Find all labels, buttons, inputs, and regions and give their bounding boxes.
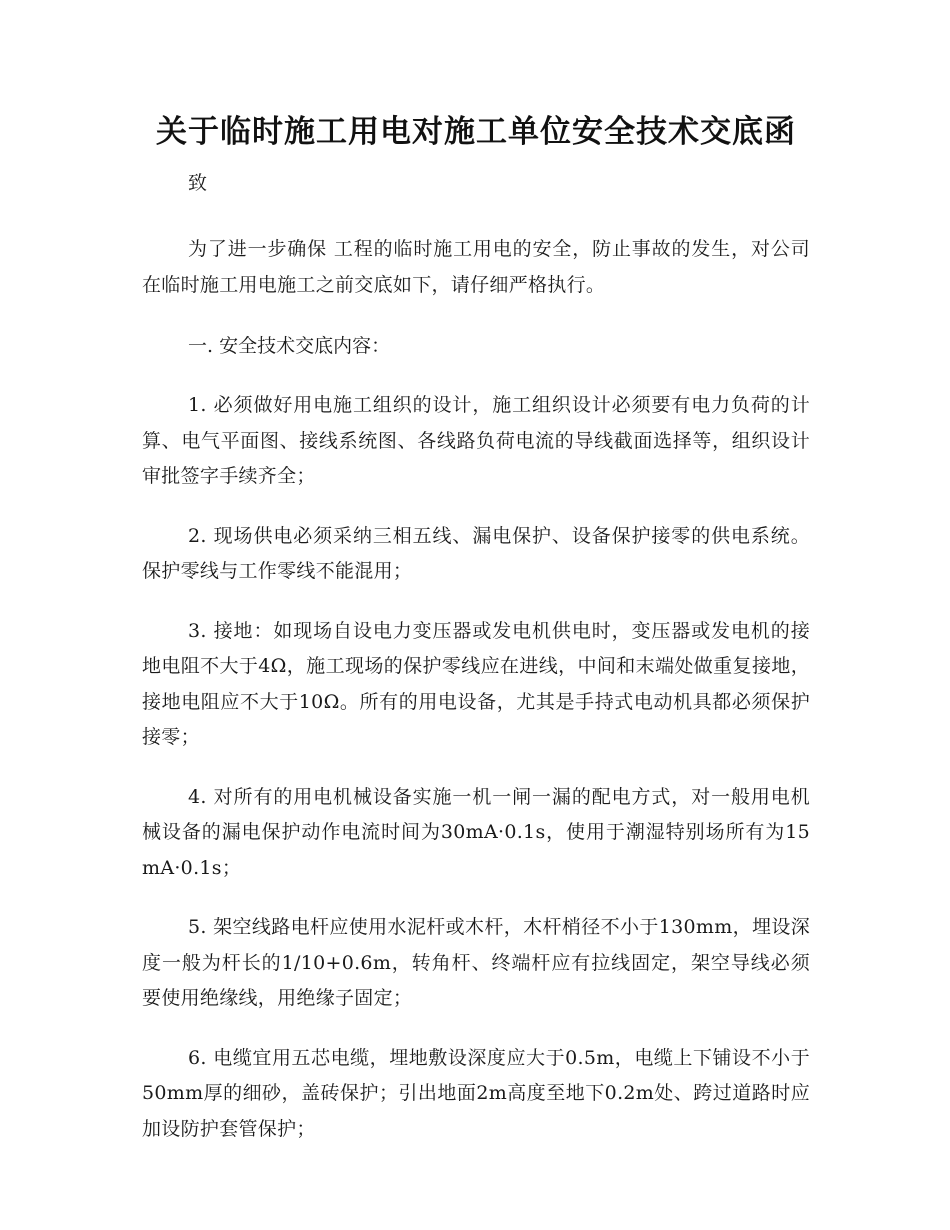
list-item: 3. 接地：如现场自设电力变压器或发电机供电时，变压器或发电机的接地电阻不大于4Ω，施工现场的保护零线应在进线，中间和末端处做重复接地，接地电阻应不大于10Ω。所有的用电设备，尤其是手持式电动机具都必须保护接零；: [142, 619, 810, 748]
list-item: 2. 现场供电必须采纳三相五线、漏电保护、设备保护接零的供电系统。保护零线与工作零线不能混用；: [142, 524, 810, 582]
list-item: 4. 对所有的用电机械设备实施一机一闸一漏的配电方式，对一般用电机械设备的漏电保护动作电流时间为30mA·0.1s，使用于潮湿特别场所有为15 mA·0.1s；: [142, 785, 810, 879]
document-title: 关于临时施工用电对施工单位安全技术交底函: [156, 114, 796, 150]
list-item: 6. 电缆宜用五芯电缆，埋地敷设深度应大于0.5m，电缆上下铺设不小于50mm厚的细砂，盖砖保护；引出地面2m高度至地下0.2m处、跨过道路时应加设防护套管保护；: [142, 1046, 810, 1140]
intro-paragraph: 为了进一步确保 工程的临时施工用电的安全，防止事故的发生，对公司在临时施工用电施工之前交底如下，请仔细严格执行。: [142, 238, 810, 296]
section-heading: 一. 安全技术交底内容：: [188, 335, 391, 357]
list-item: 5. 架空线路电杆应使用水泥杆或木杆，木杆梢径不小于130mm，埋设深度一般为杆长的1/10+0.6m，转角杆、终端杆应有拉线固定，架空导线必须要使用绝缘线，用绝缘子固定；: [142, 916, 810, 1009]
addressee-line: 致: [188, 172, 208, 194]
list-item: 1. 必须做好用电施工组织的设计，施工组织设计必须要有电力负荷的计算、电气平面图、接线系统图、各线路负荷电流的导线截面选择等，组织设计审批签字手续齐全；: [142, 394, 810, 487]
